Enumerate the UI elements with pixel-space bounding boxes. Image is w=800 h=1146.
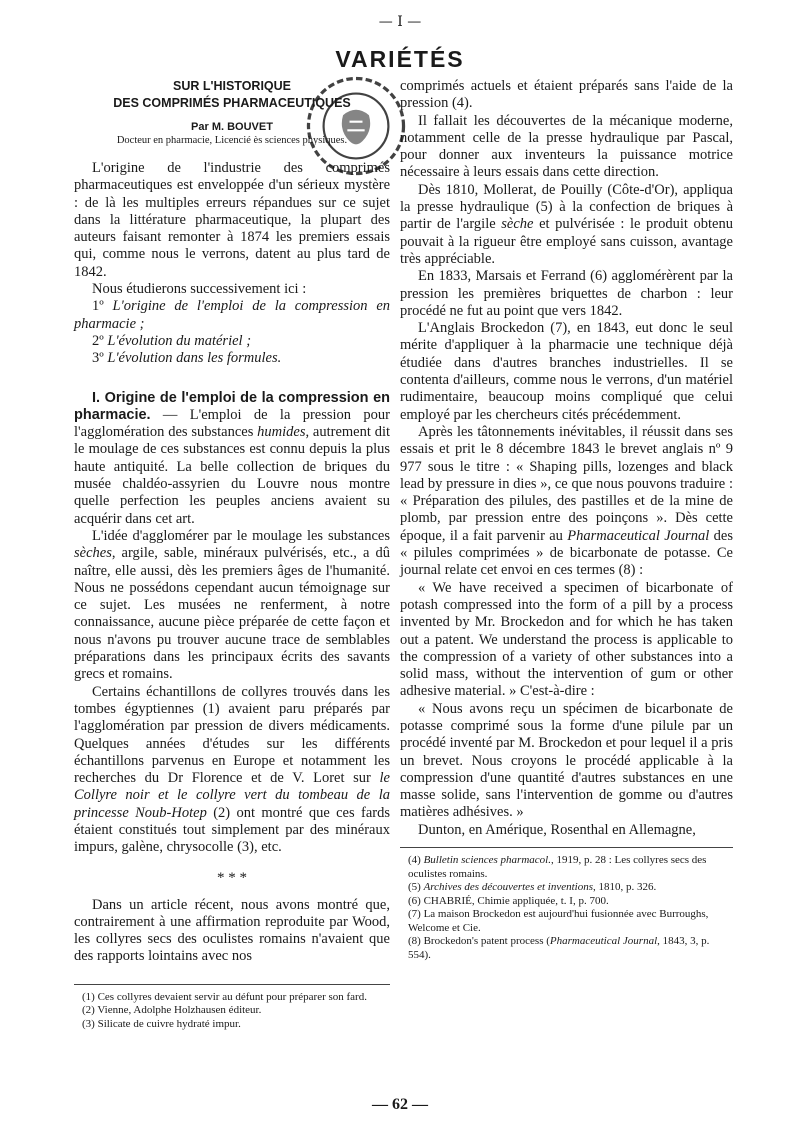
quote-french: « Nous avons reçu un spécimen de bicarbonate de potasse comprimé sous la forme d'une pilule par un procédé inventé par M. Brockedon et pour lequel il a pris un brevet. Nous croyons le procédé applicable à la compression d'une quantité d'autres substances en une masse solide, sans l'intervention de gomme ou d'autres matières adhésives. »: [400, 700, 733, 821]
right-p6-text-b: des « pilules comprimées » de bicarbonate de potasse. Ce journal relate cet envoi en ces termes (8) :: [400, 527, 733, 579]
right-column: [400, 78, 733, 962]
footnote-rule-right: [400, 847, 733, 848]
section1-paragraph-2: [74, 528, 390, 684]
footnote-7: (7) La maison Brockedon est aujourd'hui fusionnée avec Burroughs, Welcome et Cie.: [408, 908, 709, 934]
right-paragraph-2: Il fallait les découvertes de la mécanique moderne, notamment celle de la presse hydraulique par Pascal, pour donner aux inventeurs la puissance motrice nécessaire à leurs essais dans cette direction.: [400, 112, 733, 181]
footnote-8: [400, 935, 733, 962]
plan-item-1-text: L'origine de l'emploi de la compression en pharmacie ;: [74, 298, 391, 332]
plan-item-2-text: L'évolution du matériel ;: [107, 332, 252, 349]
plan-item-1-number: 1º: [92, 298, 104, 315]
section1-p1-emphasis: humides: [257, 424, 306, 441]
section1-p1-text-b: , autrement dit le moulage de ces substances est connu depuis la plus haute antiquité. La belle collection de briques du musée chaldéo-assyrien du Louvre nous montre quelle perfection les peuples anciens avaient su acquérir dans cet art.: [74, 424, 391, 527]
left-column: [74, 78, 390, 1031]
right-paragraph-5: L'Anglais Brockedon (7), en 1843, eut donc le seul mérite d'appliquer à la pharmacie une technique déjà étudiée dans d'autres branches industrielles. Il se contenta d'ailleurs, comme nous le verrons, d'un matériel rudimentaire, beaucoup moins compliqué que celui employé par les chercheurs cités précédemment.: [400, 320, 733, 423]
fn8-title: Pharmaceutical Journal: [549, 935, 658, 948]
footnote-3: (3) Silicate de cuivre hydraté impur.: [82, 1017, 241, 1030]
right-paragraph-1: comprimés actuels et étaient préparés sans l'aide de la pression (4).: [400, 78, 733, 112]
right-last-line: Dunton, en Amérique, Rosenthal en Allemagne,: [418, 821, 696, 838]
footnote-5: [400, 881, 733, 895]
section1-p2-emphasis: sèches: [74, 545, 112, 562]
right-p6-emphasis: Pharmaceutical Journal: [567, 527, 710, 544]
quote-english: « We have received a specimen of bicarbonate of potash compressed into the form of a pill by a process invented by Mr. Brockedon and for which he has taken out a patent. We understand the process is applicable to the compression of a variety of other substances into a solid mass, without the intervention of gum or other adhesive material. » C'est-à-dire :: [400, 579, 733, 700]
right-paragraph-6: [400, 424, 733, 580]
section1-heading: I. Origine de l'emploi de la compression en pharmacie.: [74, 389, 390, 423]
intro-paragraph-2: Nous étudierons successivement ici :: [92, 281, 307, 298]
plan-item-1: [74, 298, 390, 333]
fn4-title: Bulletin sciences pharmacol.: [423, 854, 551, 867]
plan-item-2-number: 2º: [92, 332, 104, 349]
page-number: — 62 —: [372, 1096, 428, 1113]
section1-p2-text-b: , argile, sable, minéraux pulvérisés, etc., a dû naître, elle aussi, dès les premiers âges de l'humanité. Nous ne possédons cependant aucun témoignage sur ce sujet. Les musées ne renferment, à notre connaissance, aucune pièce préparée de cette façon et nous n'avons pu trouver aucune trace de semblables préparations dans les principaux écrits des savants grecs et romains.: [74, 545, 390, 683]
plan-item-3-number: 3º: [92, 350, 104, 367]
plan-item-2: [74, 333, 390, 350]
fn8-text-a: (8) Brockedon's patent process (: [408, 935, 550, 948]
section1-p2-text-a: L'idée d'agglomérer par le moulage les substances: [92, 527, 390, 544]
section1-p3-emphasis: le Collyre noir et le collyre vert du tombeau de la princesse Noub-Hotep: [74, 770, 390, 821]
fn4-number: (4): [408, 854, 424, 867]
section1-paragraph-4: Dans un article récent, nous avons montré que, contrairement à une affirmation reproduite par Wood, les collyres secs des oculistes romains n'avaient que des rapports lointains avec nos: [74, 896, 390, 965]
section1-paragraph-3: [74, 684, 390, 857]
right-paragraph-3: [400, 182, 733, 268]
fn4-rest: , 1919, p. 28 : Les collyres secs des oculistes romains.: [408, 854, 707, 880]
fn5-number: (5): [408, 881, 424, 894]
fn8-text-b: , 1843, 3, p. 554).: [408, 935, 710, 961]
article-title-line2: DES COMPRIMÉS PHARMACEUTIQUES: [113, 96, 351, 110]
right-p3-emphasis: sèche: [501, 216, 534, 233]
footnote-rule-left: [74, 984, 390, 985]
author-description: Docteur en pharmacie, Licencié ès sciences physiques.: [116, 135, 348, 146]
section1-p1-text-a: — L'emploi de la pression pour l'agglomération des substances: [74, 406, 390, 441]
plan-item-3: [74, 350, 390, 367]
intro-paragraph-1: L'origine de l'industrie des comprimés pharmaceutiques est enveloppée d'un sérieux mystère : de là les multiples erreurs répandues sur ce sujet dans la littérature pharmaceutique, la plupart des auteurs faisant remonter à 1874 les premiers essais qui, comme nous le verrons, datent au plus tard de 1842.: [74, 160, 390, 280]
fn5-rest: , 1810, p. 326.: [593, 881, 657, 894]
fn5-title: Archives des découvertes et inventions: [423, 881, 593, 894]
right-p3-text-a: Dès 1810, Mollerat, de Pouilly (Côte-d'Or), appliqua la presse hydraulique (5) à la confection de briques à partir de l'argile: [400, 181, 733, 233]
right-p3-text-b: et pulvérisée : le produit obtenu pouvait à la rigueur être employé sans cuisson, avantage très appréciable.: [400, 216, 733, 267]
running-header: — I —: [378, 14, 422, 30]
footnote-2: (2) Vienne, Adolphe Holzhausen éditeur.: [82, 1004, 262, 1017]
plan-item-3-text: L'évolution dans les formules.: [107, 350, 282, 367]
section-title: VARIÉTÉS: [335, 46, 465, 72]
section-separator-stars: * * *: [217, 869, 247, 886]
section1-paragraph-1: [74, 390, 390, 528]
right-paragraph-4: En 1833, Marsais et Ferrand (6) agglomérèrent par la pression les premières briquettes de charbon : leur procédé ne fut au point que vers 1842.: [400, 268, 733, 319]
article-title-line1: SUR L'HISTORIQUE: [172, 79, 292, 93]
footnote-1: (1) Ces collyres devaient servir au défunt pour préparer son fard.: [82, 990, 367, 1003]
right-p6-text-a: Après les tâtonnements inévitables, il réussit dans ses essais et prit le 8 décembre 1843 le brevet anglais nº 9 977 sous le titre : « Shaping pills, lozenges and black lead by pressure in dies », ce que nous pouvons traduire : « Préparation des pilules, des pastilles et de la mine de plomb, par pression entre des poinçons ». Dès cette époque, il a fait parvenir au: [400, 423, 733, 544]
section1-p3-text-b: (2) ont montré que ces fards étaient constitués tout simplement par des minéraux impurs, galène, chrysocolle (3), etc.: [74, 804, 390, 856]
author-name: Par M. BOUVET: [191, 121, 273, 133]
section1-p3-text-a: Certains échantillons de collyres trouvés dans les tombes égyptiennes (1) avaient paru préparés par l'agglomération par pression de divers médicaments. Quelques années d'études sur les différents échantillons parvenus en Europe et notamment les recherches du Dr Florence et de V. Loret sur: [74, 683, 390, 787]
footnote-6: (6) CHABRIÉ, Chimie appliquée, t. I, p. 700.: [408, 894, 609, 907]
footnote-4: [400, 854, 733, 881]
